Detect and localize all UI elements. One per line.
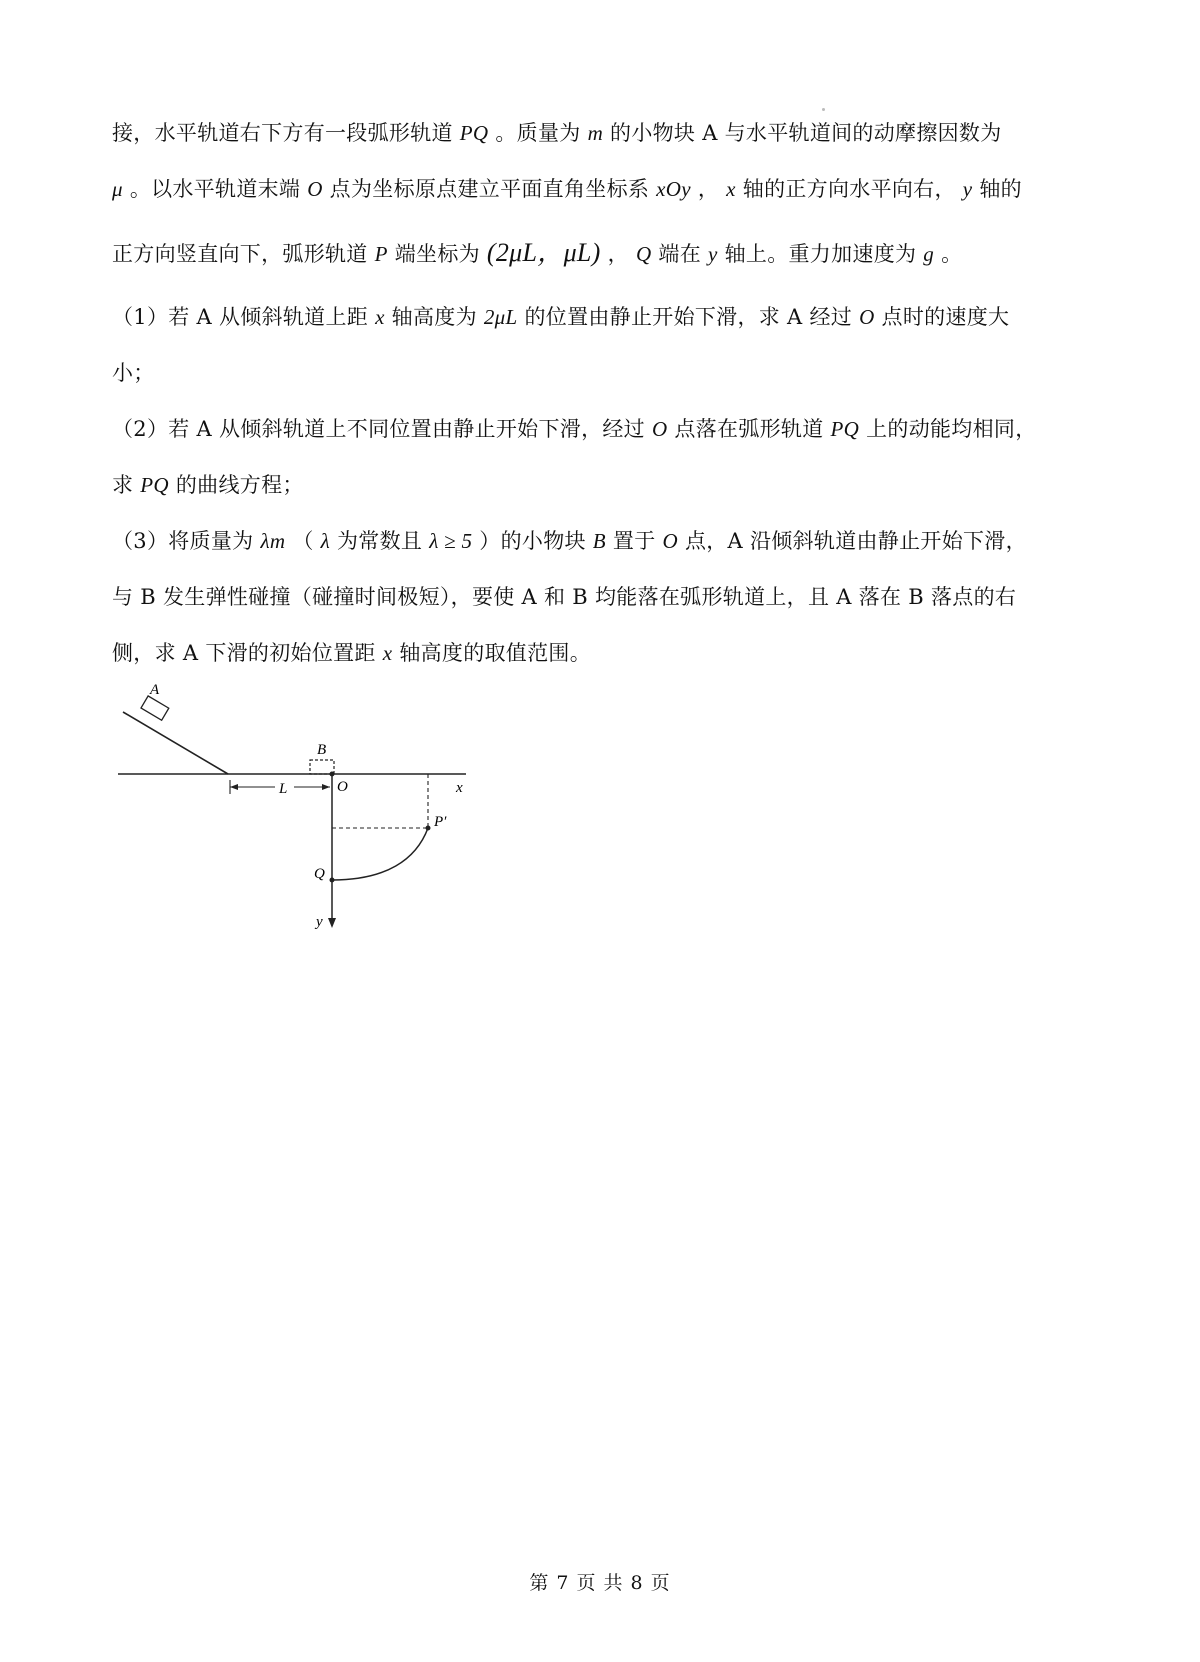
math-lambda-ge-5: λ ≥ 5 bbox=[429, 529, 473, 553]
physics-diagram bbox=[118, 682, 498, 952]
text-run: 端在 bbox=[658, 242, 701, 266]
text-run: 为常数且 bbox=[337, 529, 423, 553]
arrowhead-left bbox=[230, 784, 238, 790]
math-pq: PQ bbox=[140, 473, 169, 497]
text-run: 端坐标为 bbox=[394, 242, 480, 266]
text-run: 正方向竖直向下，弧形轨道 bbox=[112, 242, 368, 266]
point-q bbox=[330, 878, 335, 883]
block-a bbox=[141, 696, 169, 720]
label-a: A bbox=[150, 682, 160, 698]
math-p-coordinate: (2μL，μL) bbox=[486, 238, 601, 267]
math-p: P bbox=[374, 242, 388, 266]
y-axis-arrowhead bbox=[328, 918, 336, 928]
text-run: 的位置由静止开始下滑，求 A 经过 bbox=[524, 305, 853, 329]
label-o: O bbox=[337, 779, 348, 795]
math-x: x bbox=[726, 177, 736, 201]
math-o: O bbox=[859, 305, 875, 329]
question-1-line-1 bbox=[112, 302, 1009, 332]
text-line-1 bbox=[112, 118, 1002, 148]
text-run: 求 bbox=[112, 473, 134, 497]
math-mu: μ bbox=[112, 177, 123, 201]
label-p: P′ bbox=[434, 814, 447, 830]
label-y: y bbox=[316, 914, 323, 930]
math-lambda: λ bbox=[320, 529, 331, 553]
text-run: 置于 bbox=[612, 529, 656, 553]
arrowhead-right bbox=[322, 784, 330, 790]
text-run: 轴高度的取值范围。 bbox=[399, 641, 592, 665]
question-3-line-2 bbox=[112, 582, 1016, 612]
page-footer: 第 7 页 共 8 页 bbox=[529, 1572, 671, 1594]
math-y: y bbox=[962, 177, 973, 201]
text-run: 的小物块 A 与水平轨道间的动摩擦因数为 bbox=[610, 121, 1002, 145]
text-run: 点为坐标原点建立平面直角坐标系 bbox=[329, 177, 650, 201]
question-2-line-1 bbox=[112, 414, 1037, 444]
text-run: ， bbox=[607, 242, 629, 266]
label-q: Q bbox=[314, 866, 325, 882]
math-q: Q bbox=[635, 242, 652, 266]
question-3-line-1 bbox=[112, 526, 1027, 556]
text-run: 接，水平轨道右下方有一段弧形轨道 bbox=[112, 121, 453, 145]
math-pq: PQ bbox=[459, 121, 489, 145]
block-b bbox=[310, 760, 334, 774]
text-run: 小； bbox=[112, 361, 155, 385]
text-run: 轴的正方向水平向右， bbox=[742, 177, 956, 201]
text-run: ）的小物块 bbox=[479, 529, 586, 553]
math-o: O bbox=[307, 177, 323, 201]
text-run: 轴的 bbox=[979, 177, 1022, 201]
text-run: （ bbox=[292, 529, 314, 553]
math-m: m bbox=[587, 121, 604, 145]
text-run: 点落在弧形轨道 bbox=[674, 417, 824, 441]
text-run: 。以水平轨道末端 bbox=[129, 177, 301, 201]
text-run: 的曲线方程； bbox=[175, 473, 304, 497]
question-3-line-3 bbox=[112, 638, 591, 668]
math-b: B bbox=[592, 529, 606, 553]
math-o: O bbox=[662, 529, 678, 553]
question-2-line-2 bbox=[112, 470, 304, 500]
label-l: L bbox=[279, 781, 288, 797]
text-run: ， bbox=[697, 177, 720, 201]
math-pq: PQ bbox=[830, 417, 860, 441]
text-line-3 bbox=[112, 238, 962, 269]
text-run: 上的动能均相同， bbox=[866, 417, 1037, 441]
math-x: x bbox=[382, 641, 393, 665]
math-g: g bbox=[923, 242, 935, 266]
incline-track bbox=[123, 712, 228, 774]
math-2mul: 2μL bbox=[483, 305, 518, 329]
text-run: （3）将质量为 bbox=[112, 529, 254, 553]
math-xoy: xOy bbox=[656, 177, 691, 201]
text-run: 点时的速度大 bbox=[881, 305, 1010, 329]
text-run: 与 B 发生弹性碰撞（碰撞时间极短），要使 A 和 B 均能落在弧形轨道上，且 A 落在 B 落点的右 bbox=[112, 585, 1017, 609]
speck bbox=[822, 108, 825, 111]
text-run: （2）若 A 从倾斜轨道上不同位置由静止开始下滑，经过 bbox=[112, 417, 645, 441]
label-b: B bbox=[317, 742, 327, 758]
label-x: x bbox=[456, 780, 463, 796]
text-run: （1）若 A 从倾斜轨道上距 bbox=[112, 305, 369, 329]
text-run: 轴高度为 bbox=[391, 305, 477, 329]
text-run: 轴上。重力加速度为 bbox=[724, 242, 917, 266]
math-lambda-m: λm bbox=[260, 529, 286, 553]
point-p bbox=[426, 826, 431, 831]
math-y: y bbox=[707, 242, 718, 266]
text-run: 点，A 沿倾斜轨道由静止开始下滑， bbox=[684, 529, 1027, 553]
math-x: x bbox=[375, 305, 385, 329]
question-1-line-2 bbox=[112, 358, 155, 388]
text-run: 侧，求 A 下滑的初始位置距 bbox=[112, 641, 376, 665]
math-o: O bbox=[651, 417, 668, 441]
text-run: 。质量为 bbox=[495, 121, 581, 145]
arc-track-pq bbox=[332, 828, 428, 880]
text-run: 。 bbox=[941, 242, 963, 266]
text-line-2 bbox=[112, 174, 1022, 204]
